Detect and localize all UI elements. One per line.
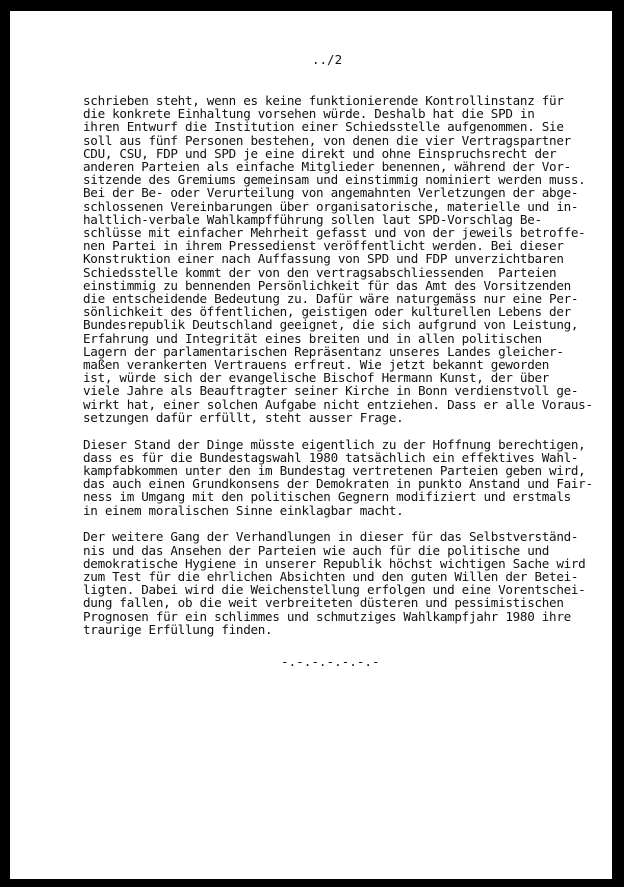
paragraph-1: schrieben steht, wenn es keine funktionierende Kontrollinstanz für die konkrete Einhaltung vorsehen würde. Deshalb hat die SPD in ihren Entwurf die Institution einer Schiedsstelle aufgenommen. Sie soll aus fünf Personen bestehen, von denen die vier Vertragspartner CDU, CSU, FDP und SPD je eine direkt und ohne Einspruchsrecht der anderen Parteien als einfache Mitglieder benennen, während der Vor- sitzende des Gremiums gemeinsam und einstimmig nominiert werden muss. Bei der Be- oder Verurteilung von angemahnten Verletzungen der abge- schlossenen Vereinbarungen über organisatorische, materielle und in- haltlich-verbale Wahlkampfführung sollen laut SPD-Vorschlag Be- schlüsse mit einfacher Mehrheit gefasst und von der jeweils betroffe- nen Partei in ihrem Pressedienst veröffentlicht werden. Bei dieser Konstruktion einer nach Auffassung von SPD und FDP unverzichtbaren Schiedsstelle kommt der von den vertragsabschliessenden Parteien einstimmig zu bennenden Persönlichkeit für das Amt des Vorsitzenden die entscheidende Bedeutung zu. Dafür wäre naturgemäss nur eine Per- sönlichkeit des öffentlichen, geistigen oder kulturellen Lebens der Bundesrepublik Deutschland geeignet, die sich aufgrund von Leistung, Erfahrung und Integrität eines breiten und in allen politischen Lagern der parlamentarischen Repräsentanz unseres Landes gleicher- maßen verankerten Vertrauens erfreut. Wie jetzt bekannt geworden ist, würde sich der evangelische Bischof Hermann Kunst, der über viele Jahre als Beauftragter seiner Kirche in Bonn verdienstvoll ge- wirkt hat, einer solchen Aufgabe nicht entziehen. Dass er alle Voraus- setzungen dafür erfüllt, steht ausser Frage. <box>83 93 593 425</box>
paragraph-2: Dieser Stand der Dinge müsste eigentlich zu der Hoffnung berechtigen, dass es für die Bundestagswahl 1980 tatsächlich ein effektives Wahl- kampfabkommen unter den im Bundestag vertretenen Parteien geben wird, das auch einen Grundkonsens der Demokraten in punkto Anstand und Fair- ness im Umgang mit den politischen Gegnern modifiziert und erstmals in einem moralischen Sinne einklagbar macht. <box>83 436 593 518</box>
paragraph-3: Der weitere Gang der Verhandlungen in dieser für das Selbstverständ- nis und das Ansehen der Parteien wie auch für die politische und demokratische Hygiene in unserer Republik höchst wichtigen Sache wird zum Test für die ehrlichen Absichten und den guten Willen der Betei- ligten. Dabei wird die Weichenstellung erfolgen und eine Vorentschei- dung fallen, ob die weit verbreiteten düsteren und pessimistischen Prognosen für ein schlimmes und schmutziges Wahlkampfjahr 1980 ihre traurige Erfüllung finden. <box>83 529 586 637</box>
end-mark: -.-.-.-.-.-.- <box>281 654 380 669</box>
page-number: ../2 <box>312 52 343 67</box>
body-text <box>83 94 603 636</box>
